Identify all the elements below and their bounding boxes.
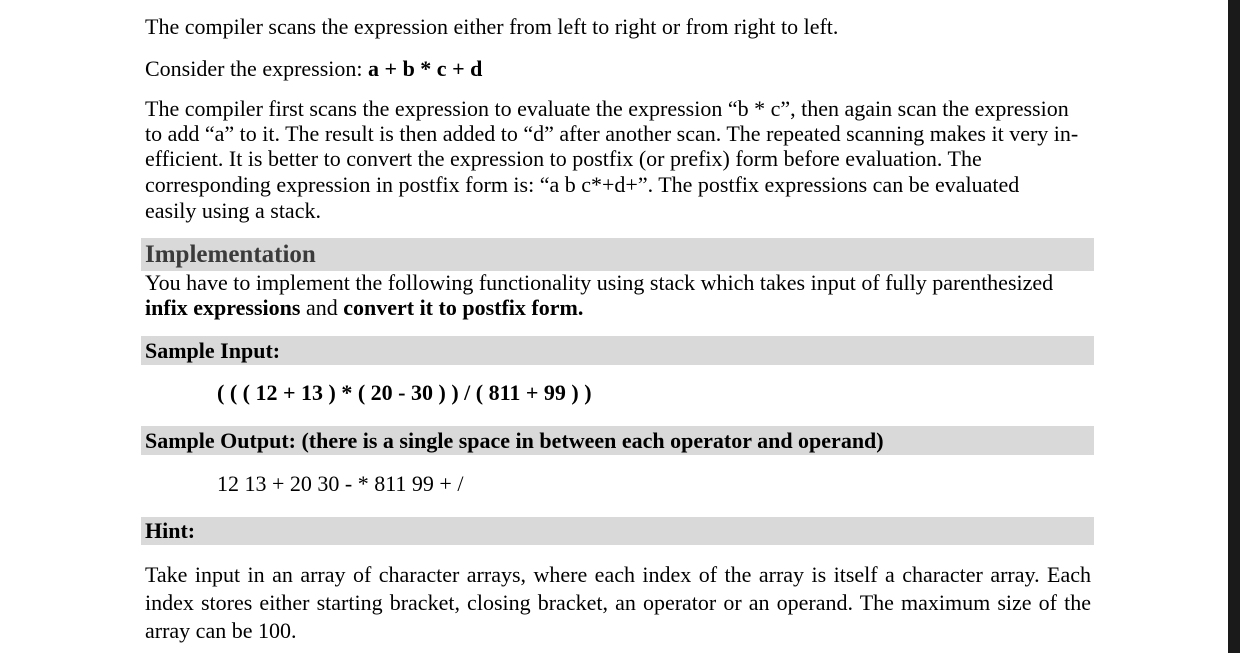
infix-expressions-text: infix expressions <box>145 295 301 320</box>
sample-input-label: Sample Input: <box>145 338 281 363</box>
implementation-heading: Implementation <box>145 241 316 268</box>
hint-band <box>141 517 1094 545</box>
paragraph-line-3: efficient. It is better to convert the expression to postfix (or prefix) form before evaluation. The <box>145 146 982 171</box>
hint-text: Take input in an array of character arrays, where each index of the array is itself a character array. Each index stores either starting bracket, closing bracket, an operator or an operand. The maximum size of the array can be 100. <box>145 562 1091 643</box>
implementation-line-1: You have to implement the following functionality using stack which takes input of fully parenthesized <box>145 270 1054 295</box>
paragraph-line-2: to add “a” to it. The result is then added to “d” after another scan. The repeated scanning makes it very in- <box>145 121 1079 146</box>
consider-expression: a + b * c + d <box>368 56 483 81</box>
hint-label: Hint: <box>145 518 196 543</box>
page-edge <box>1228 0 1240 653</box>
sample-output-label: Sample Output: (there is a single space in between each operator and operand) <box>145 428 884 453</box>
sample-input-band <box>141 336 1094 365</box>
intro-line: The compiler scans the expression either from left to right or from right to left. <box>145 14 839 39</box>
consider-prefix: Consider the expression: <box>145 56 369 81</box>
convert-text: convert it to postfix form. <box>343 295 584 320</box>
implementation-line-2 <box>145 295 583 321</box>
and-text: and <box>300 295 344 320</box>
consider-line <box>145 56 482 82</box>
sample-output-value: 12 13 + 20 30 - * 811 99 + / <box>217 471 464 496</box>
paragraph-line-5: easily using a stack. <box>145 198 321 223</box>
paragraph-line-4: corresponding expression in postfix form is: “a b c*+d+”. The postfix expressions can be evaluated <box>145 172 1020 197</box>
sample-input-value: ( ( ( 12 + 13 ) * ( 20 - 30 ) ) / ( 811 + 99 ) ) <box>217 380 592 405</box>
paragraph-line-1: The compiler first scans the expression to evaluate the expression “b * c”, then again scan the expression <box>145 96 1069 121</box>
